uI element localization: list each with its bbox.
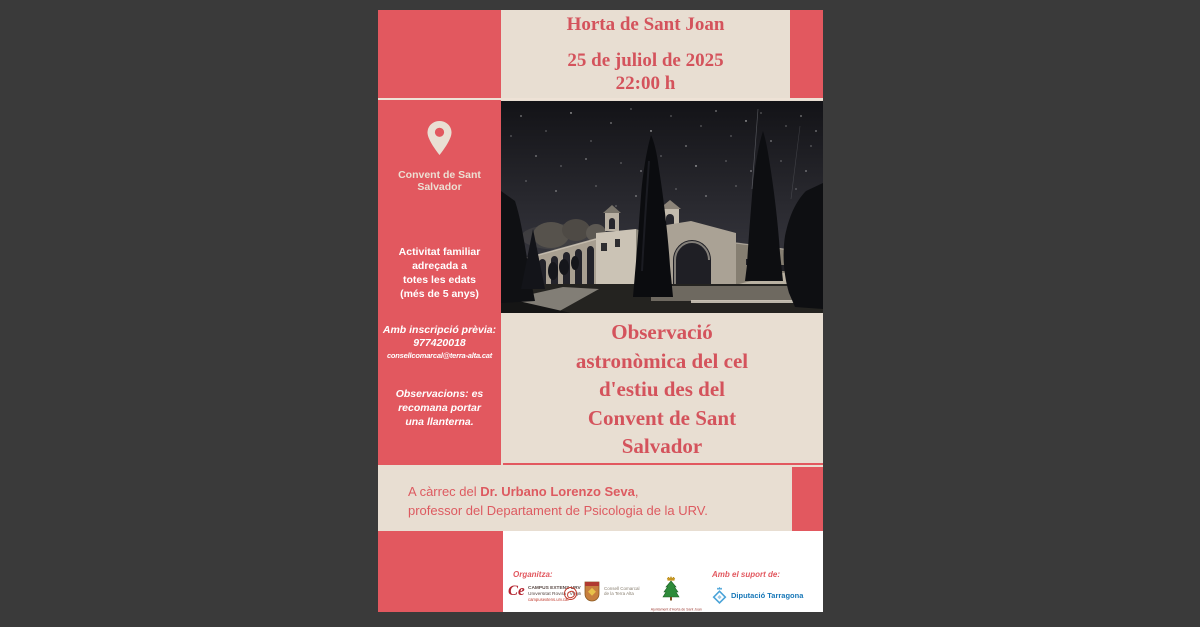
speaker-credit: A càrrec del Dr. Urbano Lorenzo Seva, professor del Departament de Psicologia de la URV. bbox=[408, 467, 768, 520]
urv-campus-extens-logo: Ce CAMPUS EXTENS URV Universitat Rovira i Virgili campusextens.urv.cat bbox=[508, 583, 581, 603]
urv-script-mark-icon: Ce bbox=[508, 583, 525, 599]
top-left-red-block bbox=[378, 10, 501, 98]
speaker-affiliation: professor del Departament de Psicologia de la URV. bbox=[408, 503, 708, 518]
location-title: Horta de Sant Joan bbox=[566, 14, 725, 35]
diputacio-diamond-icon bbox=[712, 586, 727, 605]
activity-note: Activitat familiar adreçada a totes les edats (més de 5 anys) bbox=[398, 246, 481, 300]
venue-label: Convent de Sant Salvador bbox=[398, 169, 481, 193]
convent-night-photo bbox=[501, 101, 823, 313]
registration-email: consellcomarcal@terra-alta.cat bbox=[386, 351, 493, 361]
observations-note: Observacions: es recomana portar una llanterna. bbox=[395, 387, 484, 429]
ajuntament-caption: Ajuntament d'Horta de Sant Joan bbox=[650, 608, 702, 612]
event-title: Observació astronòmica del cel d'estiu des del Convent de Sant Salvador bbox=[575, 320, 749, 458]
map-pin-icon bbox=[378, 120, 501, 162]
registration-phone: 977420018 bbox=[413, 337, 466, 350]
registration-label: Amb inscripció prèvia: bbox=[382, 323, 497, 336]
registration-note bbox=[378, 324, 501, 361]
info-sidebar bbox=[378, 100, 501, 466]
diputacio-tarragona-logo bbox=[712, 586, 803, 605]
event-date: 25 de juliol de 2025 bbox=[567, 50, 724, 71]
diputacio-label: Diputació Tarragona bbox=[731, 591, 804, 600]
event-poster bbox=[378, 10, 823, 612]
urv-seal-icon bbox=[564, 587, 577, 600]
header-band bbox=[501, 10, 790, 98]
tree-crown-icon bbox=[661, 576, 681, 602]
ajuntament-horta-logo bbox=[636, 576, 706, 614]
consell-comarcal-logo: Consell Comarcal de la Terra Alta bbox=[584, 581, 651, 602]
top-right-red-block bbox=[790, 10, 823, 98]
footer bbox=[378, 531, 823, 612]
organizer-label: Organitza: bbox=[513, 570, 553, 579]
speaker-name: Dr. Urbano Lorenzo Seva bbox=[480, 484, 635, 499]
consell-shield-icon bbox=[584, 581, 600, 602]
support-label: Amb el suport de: bbox=[712, 570, 781, 579]
speaker-right-red-block bbox=[792, 467, 823, 531]
event-time: 22:00 h bbox=[615, 73, 676, 94]
footer-left-red-block bbox=[378, 531, 503, 612]
